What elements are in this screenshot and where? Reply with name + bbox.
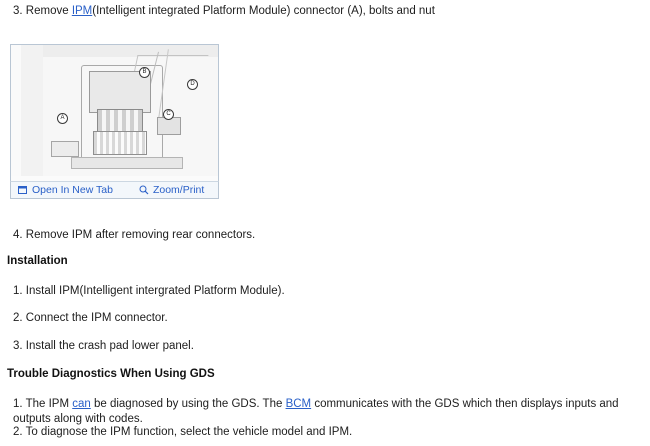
ipm-link[interactable]: IPM (71, 5, 93, 17)
step-4-remove-ipm: 4. Remove IPM after removing rear connectors. (13, 229, 256, 241)
trouble-step-1 (13, 397, 650, 427)
figure-container[interactable] (10, 44, 219, 199)
step-3-prefix: 3. Remove (13, 5, 72, 17)
trouble-step-1-mid: be diagnosed by using the GDS. The (90, 398, 286, 410)
installation-step-2: 2. Connect the IPM connector. (13, 312, 168, 324)
figure-toolbar (10, 181, 219, 199)
open-in-new-tab-icon (18, 185, 28, 195)
installation-step-3: 3. Install the crash pad lower panel. (13, 340, 194, 352)
open-in-new-tab-label: Open In New Tab (32, 184, 113, 196)
figure-callout-b: B (139, 67, 150, 78)
figure-image (11, 45, 218, 176)
can-link[interactable]: can (72, 398, 91, 410)
figure-callout-c: C (163, 109, 174, 120)
trouble-step-2: 2. To diagnose the IPM function, select the vehicle model and IPM. (13, 426, 353, 438)
trouble-step-1-post: communicates with the GDS which then displays inputs and outputs along with codes. (13, 398, 619, 425)
zoom-print-label: Zoom/Print (152, 184, 205, 196)
figure-callout-d: D (187, 79, 198, 90)
trouble-step-1-pre: 1. The IPM (13, 398, 73, 410)
bcm-link[interactable]: BCM (285, 398, 312, 410)
heading-installation: Installation (7, 255, 68, 267)
installation-step-1: 1. Install IPM(Intelligent intergrated Platform Module). (13, 285, 285, 297)
zoom-print-button[interactable] (139, 184, 204, 196)
step-3-suffix: (Intelligent integrated Platform Module) connector (A), bolts and nut (92, 5, 435, 17)
figure-artwork (11, 45, 218, 176)
open-in-new-tab-button[interactable] (18, 184, 113, 196)
magnifier-icon (139, 185, 149, 195)
step-3-remove-ipm (13, 4, 435, 19)
heading-trouble-diagnostics: Trouble Diagnostics When Using GDS (7, 368, 215, 380)
figure-callout-a: A (57, 113, 68, 124)
